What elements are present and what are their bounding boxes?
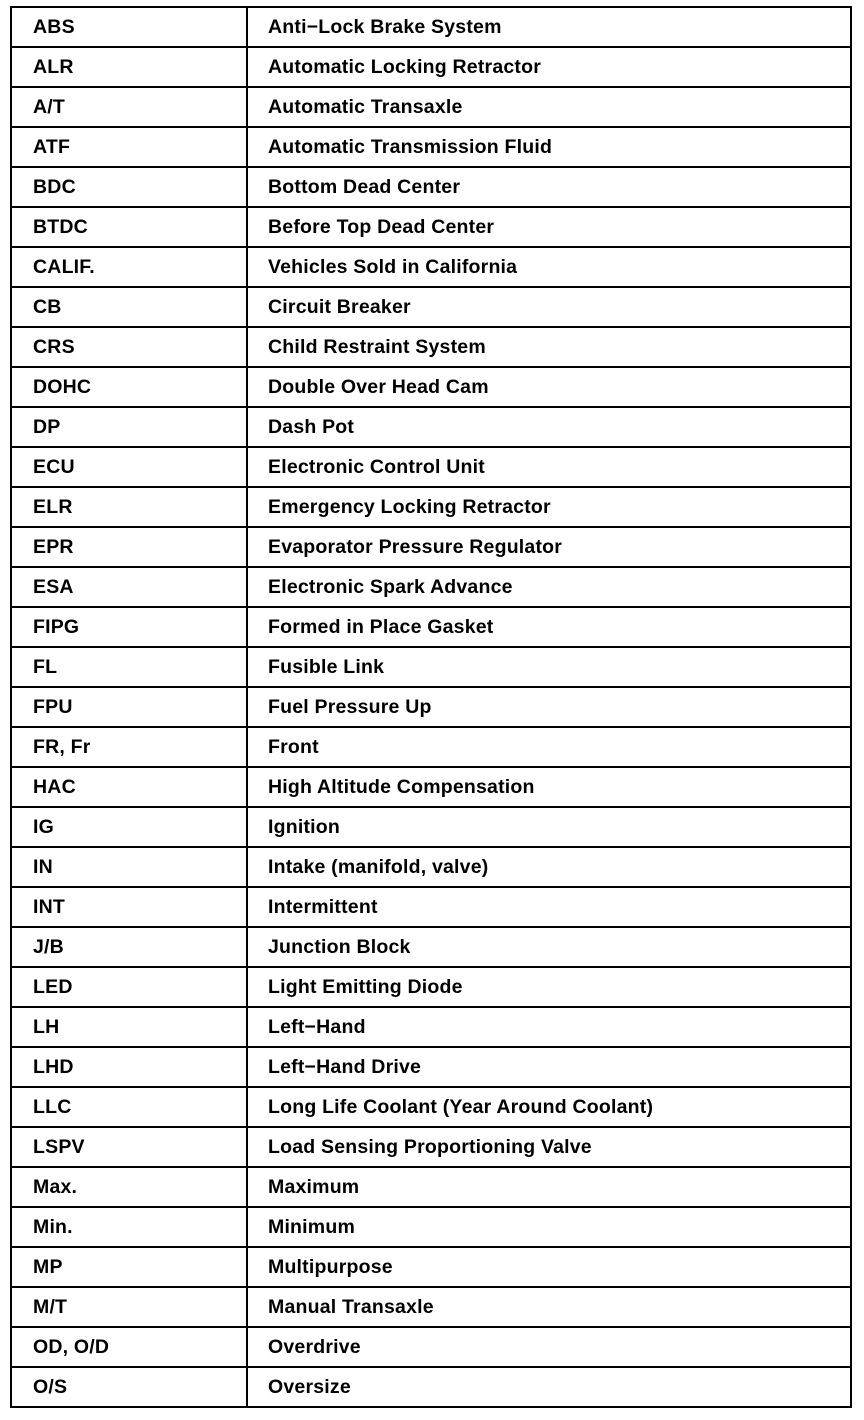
table-row <box>11 127 851 167</box>
meaning-cell: Junction Block <box>247 927 851 967</box>
abbreviation-cell: EPR <box>11 527 247 567</box>
meaning-cell: Manual Transaxle <box>247 1287 851 1327</box>
meaning-cell: Child Restraint System <box>247 327 851 367</box>
table-row <box>11 1367 851 1407</box>
abbreviation-cell: FL <box>11 647 247 687</box>
table-row <box>11 1247 851 1287</box>
meaning-cell: Left−Hand <box>247 1007 851 1047</box>
abbreviation-cell: LSPV <box>11 1127 247 1167</box>
abbreviation-cell: ELR <box>11 487 247 527</box>
meaning-cell: Emergency Locking Retractor <box>247 487 851 527</box>
abbreviation-cell: INT <box>11 887 247 927</box>
abbreviation-cell: CRS <box>11 327 247 367</box>
table-row <box>11 527 851 567</box>
abbreviation-cell: DOHC <box>11 367 247 407</box>
meaning-cell: Front <box>247 727 851 767</box>
abbreviation-cell: HAC <box>11 767 247 807</box>
table-row <box>11 407 851 447</box>
abbreviation-cell: ESA <box>11 567 247 607</box>
table-row <box>11 927 851 967</box>
table-row <box>11 447 851 487</box>
table-row <box>11 1087 851 1127</box>
abbreviation-cell: A/T <box>11 87 247 127</box>
meaning-cell: Long Life Coolant (Year Around Coolant) <box>247 1087 851 1127</box>
table-row <box>11 7 851 47</box>
abbreviation-cell: DP <box>11 407 247 447</box>
meaning-cell: Maximum <box>247 1167 851 1207</box>
abbreviation-cell: LH <box>11 1007 247 1047</box>
meaning-cell: Intermittent <box>247 887 851 927</box>
meaning-cell: Vehicles Sold in California <box>247 247 851 287</box>
abbreviation-cell: CB <box>11 287 247 327</box>
meaning-cell: Double Over Head Cam <box>247 367 851 407</box>
meaning-cell: Bottom Dead Center <box>247 167 851 207</box>
abbreviation-cell: M/T <box>11 1287 247 1327</box>
meaning-cell: Electronic Control Unit <box>247 447 851 487</box>
abbreviation-cell: FIPG <box>11 607 247 647</box>
table-row <box>11 967 851 1007</box>
table-row <box>11 1287 851 1327</box>
abbreviation-cell: Max. <box>11 1167 247 1207</box>
meaning-cell: Automatic Transaxle <box>247 87 851 127</box>
abbreviation-cell: BDC <box>11 167 247 207</box>
meaning-cell: Oversize <box>247 1367 851 1407</box>
abbreviations-table <box>10 6 852 1408</box>
abbreviation-cell: BTDC <box>11 207 247 247</box>
meaning-cell: Overdrive <box>247 1327 851 1367</box>
meaning-cell: Evaporator Pressure Regulator <box>247 527 851 567</box>
table-row <box>11 487 851 527</box>
meaning-cell: Electronic Spark Advance <box>247 567 851 607</box>
meaning-cell: Anti−Lock Brake System <box>247 7 851 47</box>
table-row <box>11 207 851 247</box>
meaning-cell: Formed in Place Gasket <box>247 607 851 647</box>
meaning-cell: Automatic Transmission Fluid <box>247 127 851 167</box>
abbreviation-cell: LLC <box>11 1087 247 1127</box>
meaning-cell: Fusible Link <box>247 647 851 687</box>
abbreviation-cell: IG <box>11 807 247 847</box>
table-row <box>11 1127 851 1167</box>
table-row <box>11 607 851 647</box>
meaning-cell: Fuel Pressure Up <box>247 687 851 727</box>
table-row <box>11 807 851 847</box>
meaning-cell: Dash Pot <box>247 407 851 447</box>
table-row <box>11 567 851 607</box>
table-row <box>11 727 851 767</box>
table-row <box>11 847 851 887</box>
meaning-cell: Automatic Locking Retractor <box>247 47 851 87</box>
abbreviations-table-body <box>11 7 851 1407</box>
table-row <box>11 47 851 87</box>
table-row <box>11 887 851 927</box>
abbreviation-cell: LHD <box>11 1047 247 1087</box>
meaning-cell: High Altitude Compensation <box>247 767 851 807</box>
meaning-cell: Intake (manifold, valve) <box>247 847 851 887</box>
table-row <box>11 647 851 687</box>
meaning-cell: Ignition <box>247 807 851 847</box>
meaning-cell: Circuit Breaker <box>247 287 851 327</box>
table-row <box>11 287 851 327</box>
abbreviation-cell: IN <box>11 847 247 887</box>
table-row <box>11 87 851 127</box>
abbreviation-cell: FR, Fr <box>11 727 247 767</box>
table-row <box>11 247 851 287</box>
meaning-cell: Multipurpose <box>247 1247 851 1287</box>
table-row <box>11 1167 851 1207</box>
meaning-cell: Minimum <box>247 1207 851 1247</box>
meaning-cell: Load Sensing Proportioning Valve <box>247 1127 851 1167</box>
table-row <box>11 1047 851 1087</box>
table-row <box>11 1207 851 1247</box>
abbreviation-cell: ECU <box>11 447 247 487</box>
abbreviation-cell: Min. <box>11 1207 247 1247</box>
abbreviation-cell: J/B <box>11 927 247 967</box>
table-row <box>11 1327 851 1367</box>
meaning-cell: Left−Hand Drive <box>247 1047 851 1087</box>
table-row <box>11 767 851 807</box>
meaning-cell: Light Emitting Diode <box>247 967 851 1007</box>
abbreviation-cell: MP <box>11 1247 247 1287</box>
abbreviation-cell: FPU <box>11 687 247 727</box>
table-row <box>11 367 851 407</box>
abbreviation-cell: ABS <box>11 7 247 47</box>
abbreviation-cell: LED <box>11 967 247 1007</box>
abbreviation-cell: O/S <box>11 1367 247 1407</box>
abbreviation-cell: OD, O/D <box>11 1327 247 1367</box>
abbreviation-cell: ALR <box>11 47 247 87</box>
table-row <box>11 327 851 367</box>
table-row <box>11 1007 851 1047</box>
abbreviation-cell: CALIF. <box>11 247 247 287</box>
abbreviation-cell: ATF <box>11 127 247 167</box>
table-row <box>11 167 851 207</box>
table-row <box>11 687 851 727</box>
meaning-cell: Before Top Dead Center <box>247 207 851 247</box>
